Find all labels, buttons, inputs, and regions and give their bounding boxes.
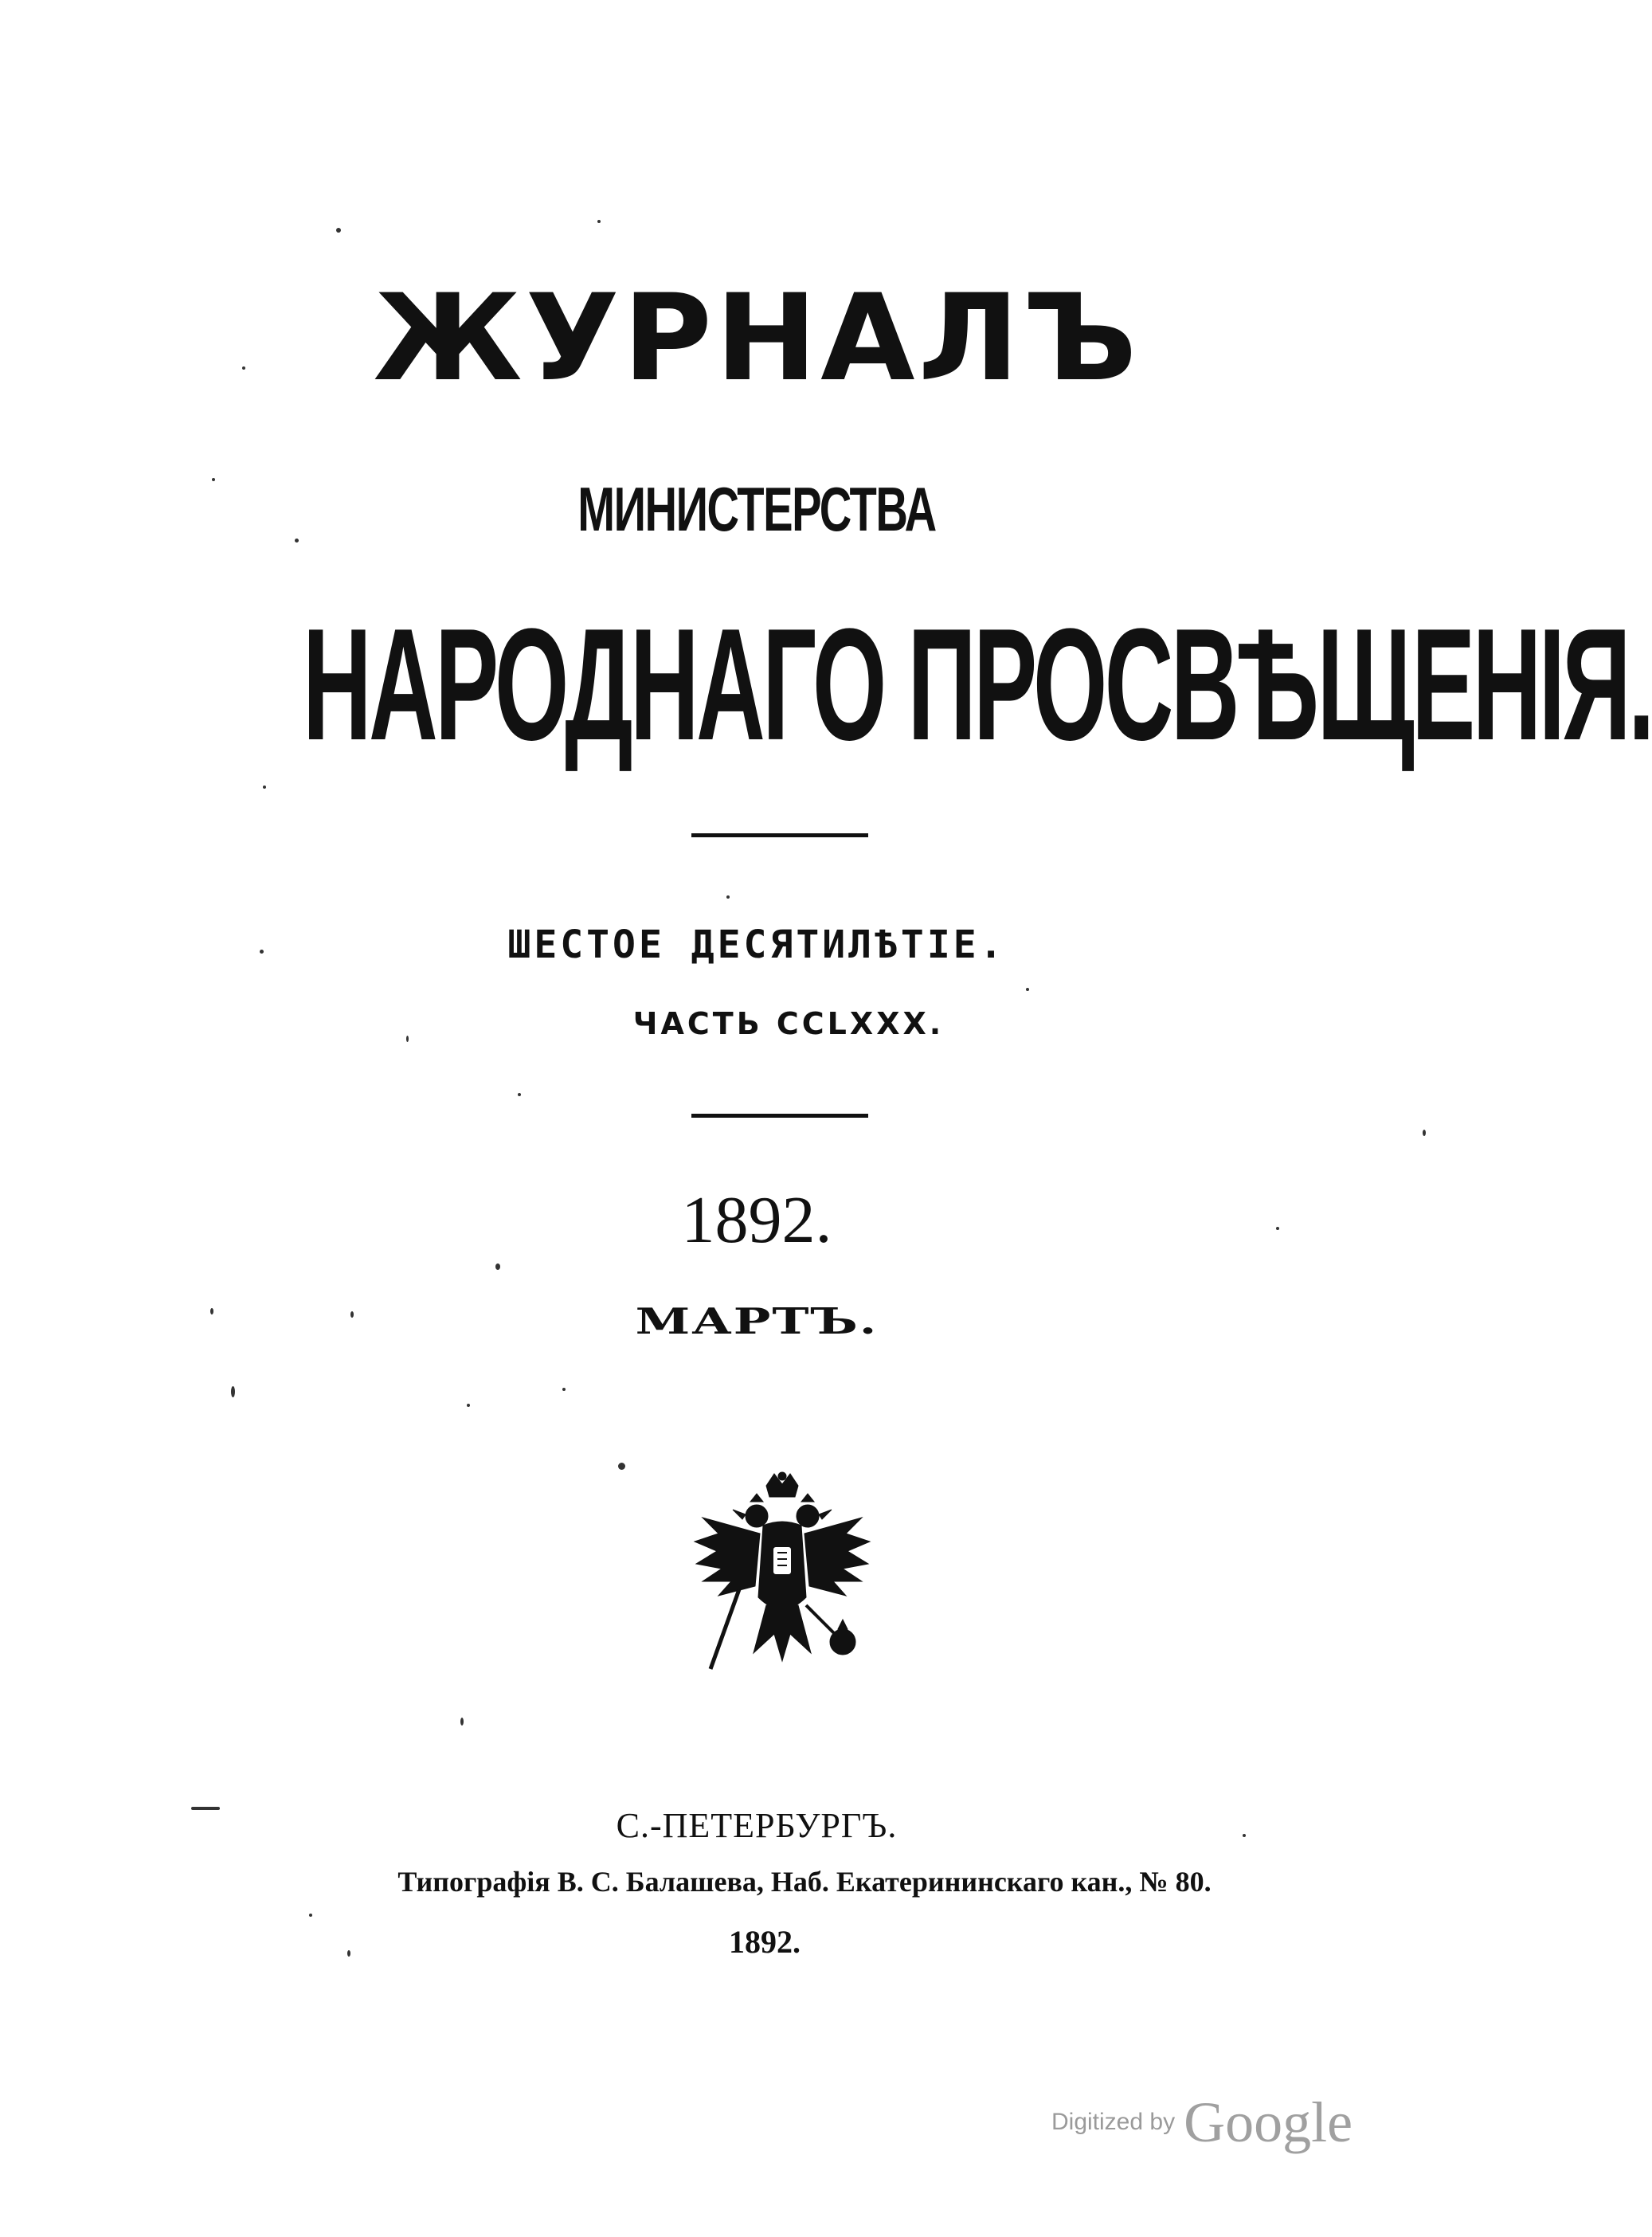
enlightenment-title: НАРОДНАГО ПРОСВѢЩЕНІЯ. [303, 596, 1652, 774]
divider-rule [691, 1114, 868, 1118]
issue-year: 1892. [681, 1183, 832, 1257]
scan-speck [726, 895, 730, 899]
google-logo: Google [1184, 2090, 1353, 2154]
scan-speck [336, 228, 341, 233]
scan-speck [467, 1404, 470, 1407]
scan-speck [231, 1386, 235, 1397]
scan-speck [347, 1950, 350, 1957]
scan-speck [1243, 1834, 1246, 1837]
scan-speck [597, 220, 601, 223]
scan-speck [618, 1463, 625, 1470]
scan-speck [260, 950, 264, 954]
scan-speck [210, 1308, 213, 1314]
imprint-year: 1892. [729, 1924, 801, 1960]
scan-speck [309, 1914, 312, 1917]
divider-rule [691, 833, 868, 837]
imprint-city: С.-ПЕТЕРБУРГЪ. [616, 1806, 898, 1845]
scan-speck [350, 1311, 354, 1318]
scan-speck [191, 1807, 220, 1810]
ministry-subtitle: МИНИСТЕРСТВА [577, 474, 936, 544]
scan-speck [1276, 1227, 1279, 1230]
watermark-prefix: Digitized by [1051, 2109, 1176, 2135]
decade-label: ШЕСТОЕ ДЕСЯТИЛѢТІЕ. [507, 923, 1006, 967]
journal-title: ЖУРНАЛЪ [373, 269, 1141, 408]
scan-speck [460, 1718, 464, 1726]
issue-month: МАРТЪ. [635, 1300, 879, 1342]
scan-speck [263, 785, 266, 789]
scan-speck [242, 366, 245, 370]
scan-speck [212, 478, 215, 481]
imprint-printer: Типографія В. С. Балашева, Наб. Екатерининскаго кан., № 80. [397, 1866, 1212, 1898]
scan-speck [562, 1388, 566, 1391]
scan-speck [1026, 988, 1029, 991]
scan-speck [1423, 1130, 1426, 1136]
scan-speck [295, 539, 299, 543]
double-headed-eagle-icon [687, 1470, 878, 1693]
scan-speck [406, 1036, 409, 1042]
digitized-watermark [1051, 2090, 1353, 2154]
scan-speck [495, 1263, 500, 1270]
scan-speck [518, 1093, 521, 1096]
part-label: ЧАСТЬ CCLXXX. [632, 1006, 945, 1041]
